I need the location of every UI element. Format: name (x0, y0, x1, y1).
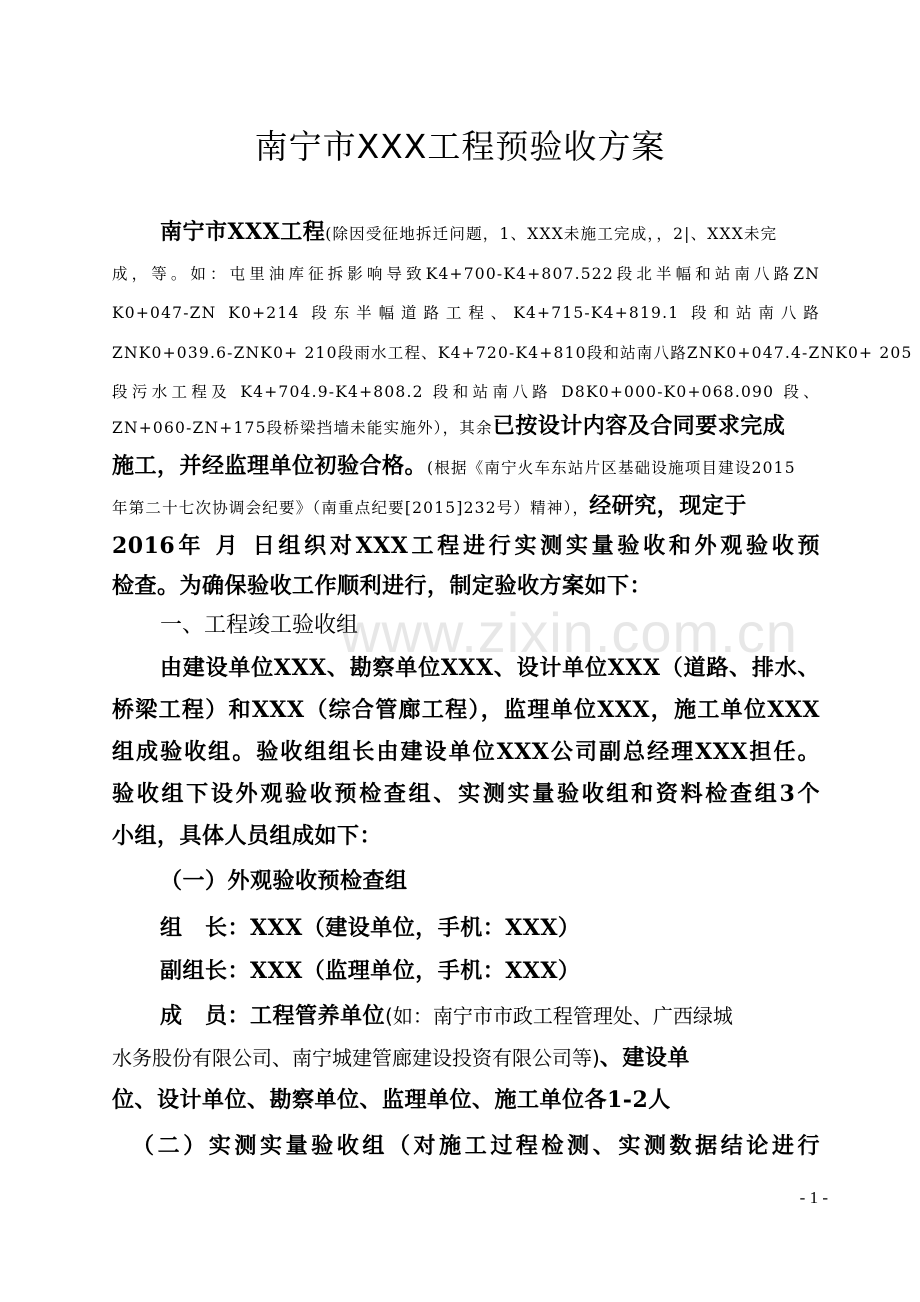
intro-line-4: ZNK0+039.6-ZNK0+ 210段雨水工程、K4+720-K4+810段和站南八路ZNK0+047.4-ZNK0+ 205 (112, 344, 913, 362)
members-examples: (如：南宁市市政工程管理处、广西绿城 (385, 1004, 733, 1028)
intro-line-6 (112, 408, 820, 446)
decision-statement: 经研究，现定于 (589, 493, 747, 519)
section1-line-4: 验收组下设外观验收预检查组、实测实量验收组和资料检查组3个 (112, 781, 820, 807)
members-units: 、建设单 (599, 1045, 690, 1071)
document-title: 南宁市XXX工程预验收方案 (254, 127, 666, 166)
reference-note: (根据《南宁火车东站片区基础设施项目建设2015 (427, 459, 796, 477)
intro-note-start: (除因受征地拆迁问题，1、XXX未施工完成，，2|、XXX未完 (325, 225, 778, 243)
page-number: - 1 - (799, 1188, 828, 1207)
intro-line-10: 检查。为确保验收工作顺利进行，制定验收方案如下： (112, 573, 653, 599)
group1-members-line-2 (112, 1040, 820, 1078)
completion-statement: 已按设计内容及合同要求完成 (492, 413, 786, 439)
intro-line-9: 2016年 月 日组织对XXX工程进行实测实量验收和外观验收预 (112, 533, 820, 559)
watermark: www.zixin.com.cn (340, 601, 798, 664)
project-name: 南宁市XXX工程 (160, 219, 326, 245)
intro-line-8 (112, 488, 820, 526)
group2-heading: （二）实测实量验收组（对施工过程检测、实测数据结论进行 (132, 1133, 820, 1159)
members-examples-end: 水务股份有限公司、南宁城建管廊建设投资有限公司等) (112, 1046, 600, 1070)
intro-line-1 (160, 214, 820, 252)
section1-line-2: 桥梁工程）和XXX（综合管廊工程），监理单位XXX，施工单位XXX (112, 697, 820, 723)
intro-note-end: ZN+060-ZN+175段桥梁挡墙未能实施外），其余 (112, 419, 493, 437)
intro-line-3: K0+047-ZN K0+214 段东半幅道路工程、K4+715-K4+819.1 段和站南八路 (112, 304, 820, 322)
inspection-statement: 施工，并经监理单位初验合格。 (112, 453, 428, 479)
intro-line-7 (112, 448, 820, 486)
group1-deputy: 副组长：XXX（监理单位，手机：XXX） (160, 958, 581, 984)
members-label: 成 员：工程管养单位 (160, 1003, 386, 1029)
group1-members-line-3: 位、设计单位、勘察单位、监理单位、施工单位各1-2人 (112, 1087, 671, 1113)
intro-line-2: 成，等。如：屯里油库征拆影响导致K4+700-K4+807.522段北半幅和站南八路ZN (112, 265, 820, 283)
section1-line-1: 由建设单位XXX、勘察单位XXX、设计单位XXX（道路、排水、 (160, 655, 820, 681)
group1-members-line-1 (160, 998, 820, 1036)
section1-line-5: 小组，具体人员组成如下： (112, 823, 383, 849)
section-heading-acceptance-group: 一、工程竣工验收组 (160, 613, 359, 638)
reference-note-end: 年第二十七次协调会纪要》（南重点纪要[2015]232号）精神）， (112, 499, 590, 517)
group1-leader: 组 长：XXX（建设单位，手机：XXX） (160, 915, 581, 941)
group1-heading: （一）外观验收预检查组 (160, 868, 408, 894)
section1-line-3: 组成验收组。验收组组长由建设单位XXX公司副总经理XXX担任。 (112, 739, 820, 765)
intro-line-5: 段污水工程及 K4+704.9-K4+808.2 段和站南八路 D8K0+000-K0+068.090 段、 (112, 383, 820, 401)
